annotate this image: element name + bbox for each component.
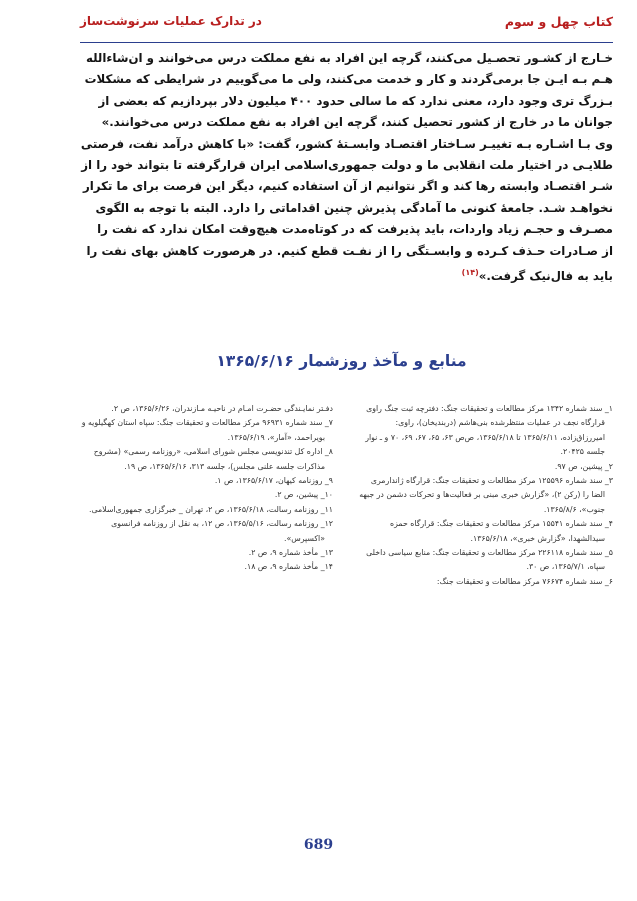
body-line: از صـادرات حـذف کـرده و وابسـتگی را از نفـت قطع کنیم. در هرصورت کاهش بهای نفت را — [86, 243, 613, 258]
note-item: ۴_ سند شماره ۱۵۵۴۱ مرکز مطالعات و تحقیقات جنگ: قرارگاه حمزه سیدالشهدا، «گزارش خبری»، ۱۳۶۵/۶/۱۸. — [390, 519, 613, 543]
running-header — [80, 14, 613, 34]
note-item: ۸_ اداره کل تندنویسی مجلس شورای اسلامی، «روزنامه رسمی» (مشروح مذاکرات جلسه علنی مجلس)، جلسه ۳۱۳، ۱۳۶۵/۶/۱۶، ص ۱۹. — [93, 447, 333, 471]
note-item: ۱_ سند شماره ۱۳۴۲ مرکز مطالعات و تحقیقات جنگ: دفترچه ثبت جنگ راوی قرارگاه نجف در عملیات منتظرشده بنی‌هاشم (دربندیخان)، راوی: امیررزاق‌زاده، ۱۳۶۵/۶/۱۱ تا ۱۳۶۵/۶/۱۸، ص‌ص ۶۳، ۶۵، ۶۷، ۶۹، ۷۰ و ـ نوار جلسه ۲۰۴۲۵. — [365, 404, 613, 457]
note-item: ۷_ سند شماره ۹۶۹۳۱ مرکز مطالعات و تحقیقات جنگ: سپاه استان کهگیلویه و بویراحمد، «آمار»، ۱۳۶۵/۶/۱۹. — [81, 418, 333, 442]
body-line: وی بـا اشـاره بـه تغییـر سـاختار اقتصـاد وابسـتهٔ کشور، گفت: «با کاهش درآمد نفت، فرصتی — [80, 136, 613, 151]
note-item: ۱۰_ پیشین، ص ۲. — [274, 490, 333, 500]
page-number: 689 — [303, 837, 334, 853]
body-line: خـارج از کشـور تحصـیل می‌کنند، گرچه این افراد به نفع مملکت درس می‌خوانند و ان‌شاءالله — [85, 51, 613, 65]
body-line: طلایـی در اختیار ملت انقلابی ما و دولت جمهوری‌اسلامی ایران قرارگرفته تا بتواند خود را از — [81, 158, 613, 173]
book-title: کتاب چهل و سوم — [504, 14, 613, 29]
body-line: هـم بـه ایـن جا برمی‌گردند و کار و خدمت می‌کنند، ولی ما می‌گوییم در شرایطی که مشکلات — [84, 72, 613, 87]
note-item: دفـتر نمایـندگی حضـرت امـام در ناحیـه مـازندران، ۱۳۶۵/۶/۲۶، ص ۲. — [111, 404, 333, 413]
body-line: مصـرف و حجـم زیاد واردات، باید پذیرفت که در کوتاه‌مدت هیچ‌وقت امکان ندارد که نفت را — [97, 222, 613, 237]
note-item: ۹_ روزنامه کیهان، ۱۳۶۵/۶/۱۷، ص ۱. — [214, 476, 333, 486]
footnote-reference: (۱۴) — [461, 268, 479, 278]
note-item: ۱۳_ مأخذ شماره ۹، ص ۲. — [248, 548, 333, 558]
sources-heading: منابع و مآخذ روزشمار ۱۳۶۵/۶/۱۶ — [216, 352, 467, 370]
body-line: بـزرگ تری وجود دارد، معنی ندارد که ما سالی حدود ۴۰۰ میلیون دلار بپردازیم که بعضی از — [98, 93, 613, 108]
note-item: ۱۲_ روزنامه رسالت، ۱۳۶۵/۵/۱۶، ص ۱۲، به نقل از روزنامه فرانسوی «اکسپرس». — [111, 519, 333, 543]
body-line: شـر اقتصـاد وابسته رها کند و اگر نتوانیم از آن استفاده کنیم، دیگر این فرصت برای ما تکرار — [82, 179, 613, 194]
note-item: ۵_ سند شماره ۲۲۶۱۱۸ مرکز مطالعات و تحقیقات جنگ: منابع سیاسی داخلی سپاه، ۱۳۶۵/۷/۱، ص ۳۰. — [366, 548, 613, 572]
body-paragraph — [70, 48, 613, 287]
notes-column-right — [356, 402, 613, 589]
section-title: در تدارک عملیات سرنوشت‌ساز — [80, 14, 262, 28]
note-item: ۳_ سند شماره ۱۲۵۵۹۶ مرکز مطالعات و تحقیقات جنگ: قرارگاه ژاندارمری الضا را (رکن ۲)، «گزارش خبری مبنی بر فعالیت‌ها و تحرکات دشمن در جبهه جنوب»، ۱۳۶۵/۸/۶. — [359, 476, 613, 514]
body-line-text: باید به فال‌نیک گرفت.» — [478, 268, 613, 283]
notes-column-left — [76, 402, 333, 575]
body-line: نخواهـد شـد. جامعهٔ کنونی ما آمادگی پذیرش چنین اقداماتی را دارد. البته با توجه به الگوی — [95, 200, 613, 215]
body-line: جوانان ما در خارج از کشور تحصیل کنند، گرچه این افراد به نفع مملکت درس می‌خوانند.» — [101, 115, 613, 130]
header-rule — [80, 42, 613, 43]
note-item: ۶_ سند شماره ۷۶۶۷۴ مرکز مطالعات و تحقیقات جنگ: — [436, 576, 613, 586]
note-item: ۱۴_ مأخذ شماره ۹، ص ۱۸. — [244, 562, 333, 572]
note-item: ۲_ پیشین، ص ۹۷. — [554, 461, 613, 471]
body-line-last — [70, 262, 613, 287]
note-item: ۱۱_ روزنامه رسالت، ۱۳۶۵/۶/۱۸، ص ۲، تهران _ خبرگزاری جمهوری‌اسلامی. — [89, 504, 333, 514]
